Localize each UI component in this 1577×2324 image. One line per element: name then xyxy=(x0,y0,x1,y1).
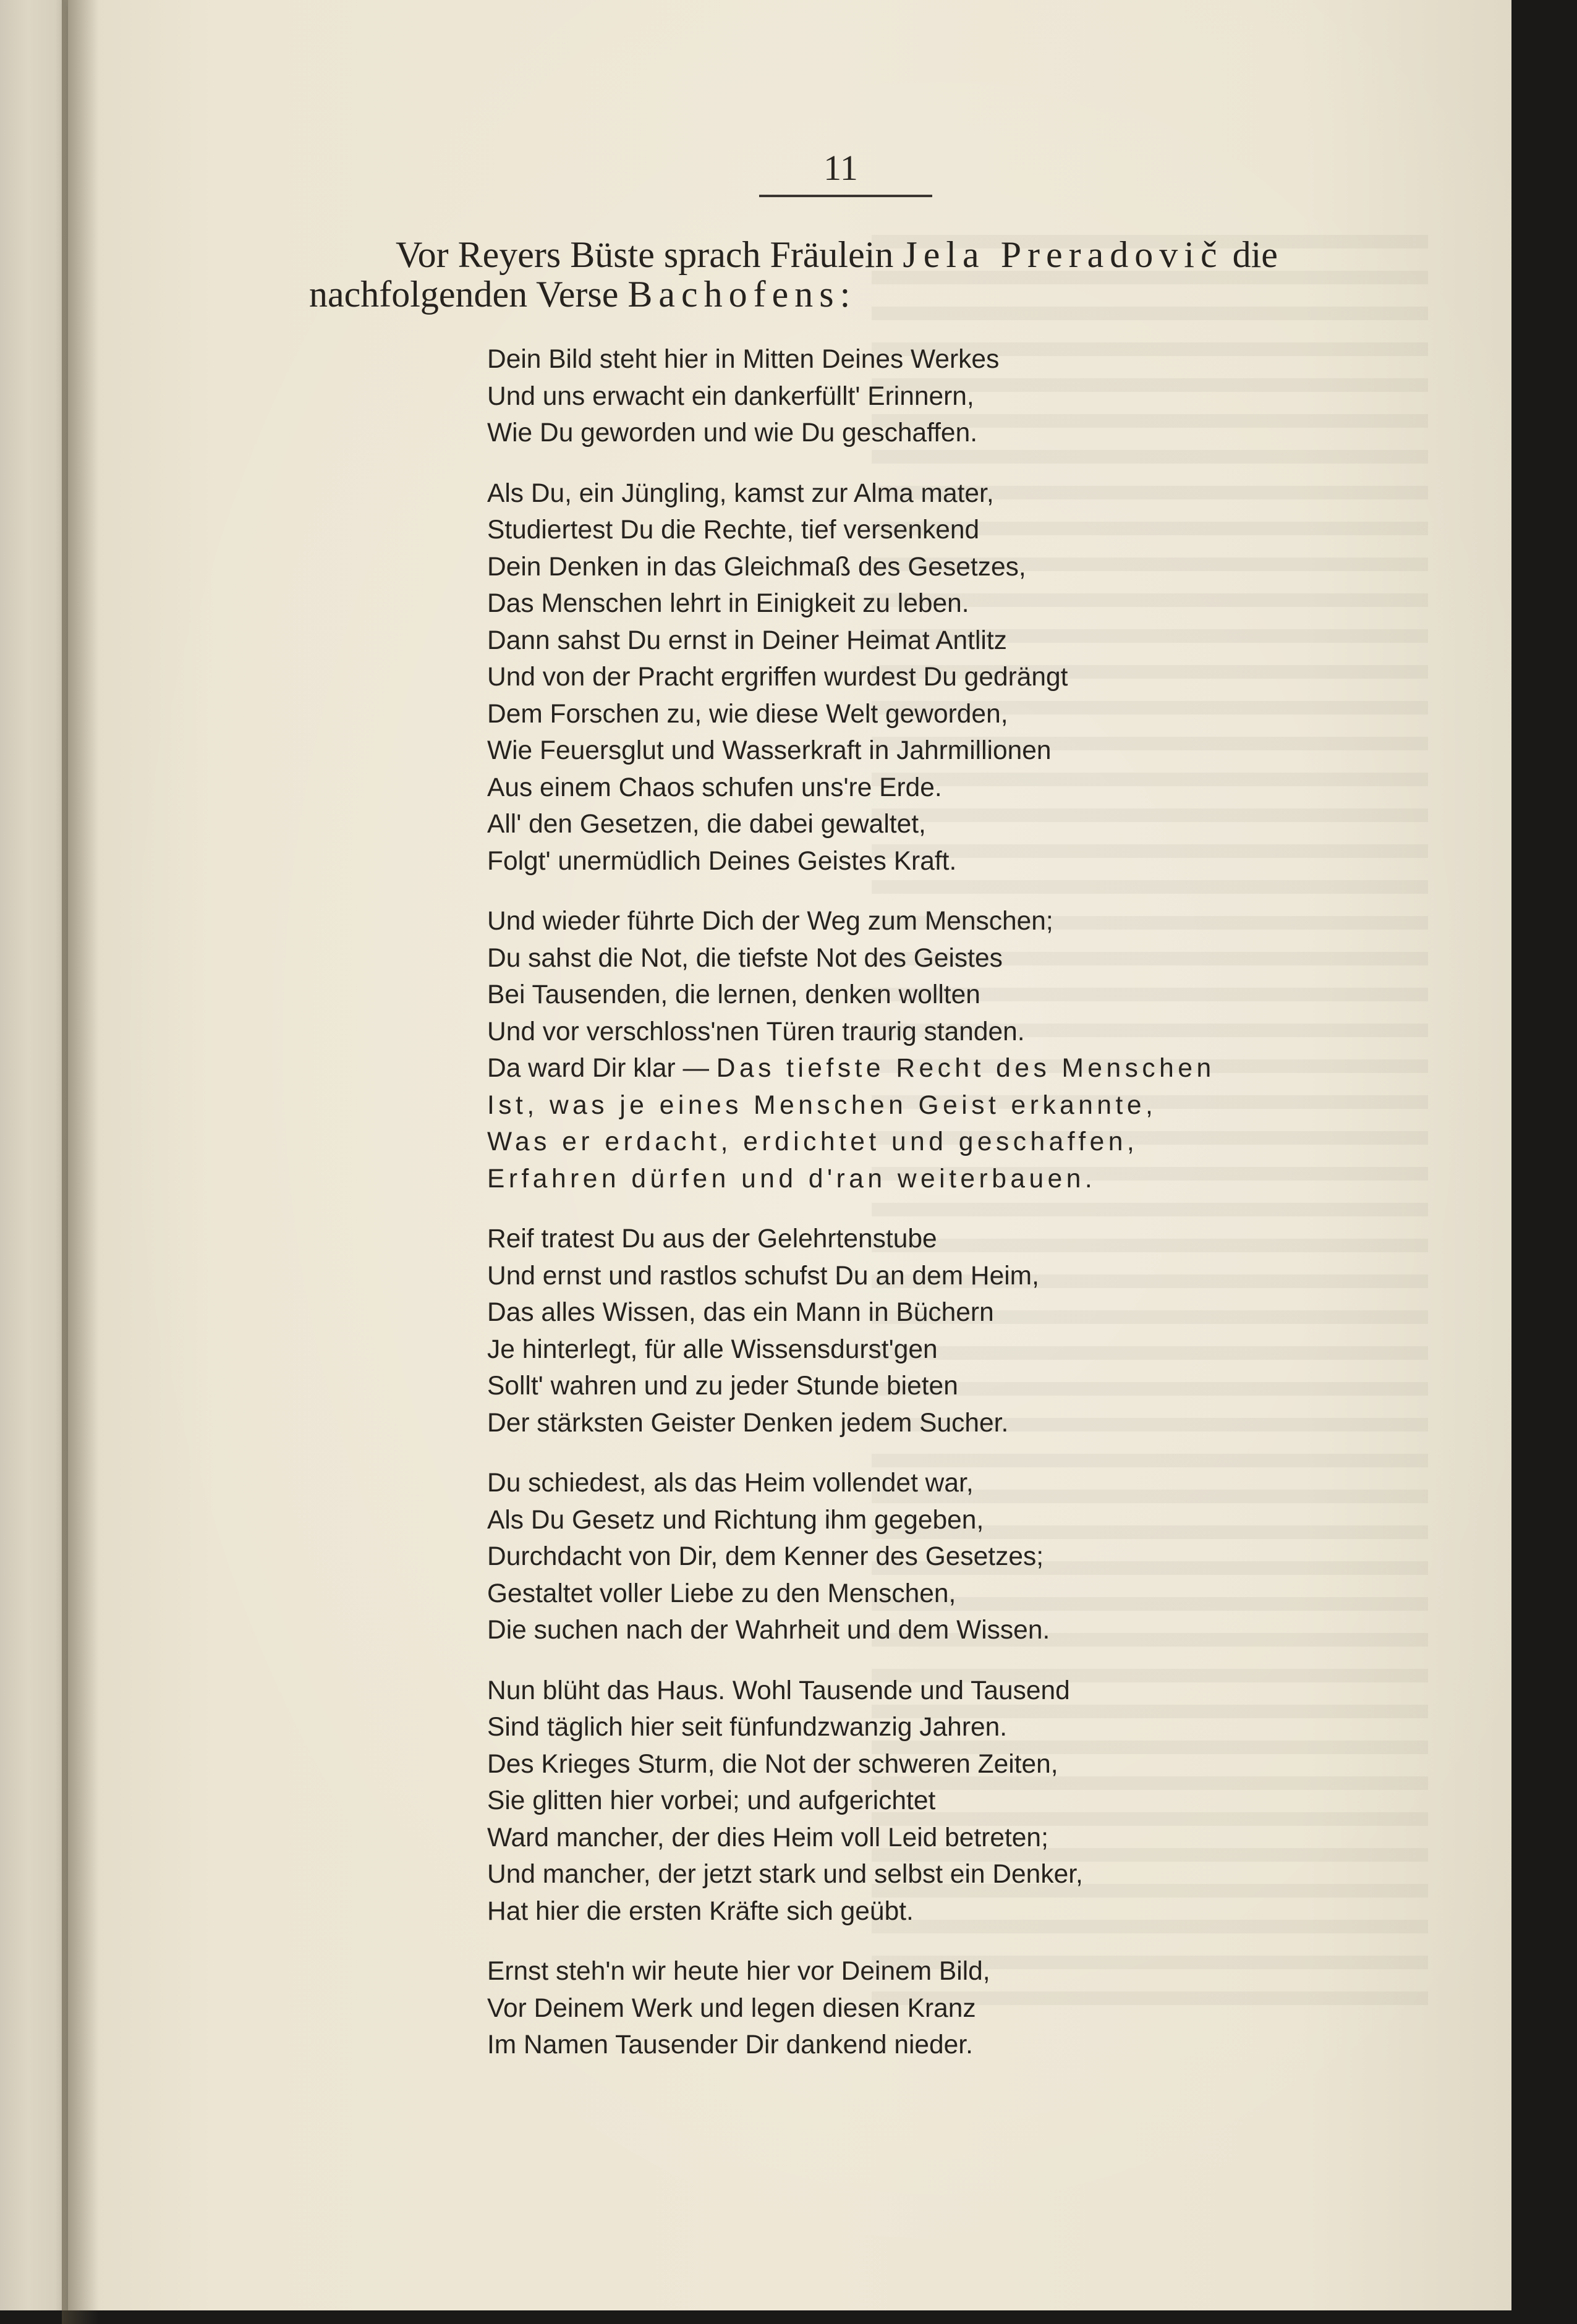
verse-line: Was er erdacht, erdichtet und geschaffen, xyxy=(487,1127,1139,1156)
intro-text: nachfolgenden Verse xyxy=(309,274,628,315)
stanza xyxy=(487,1673,1384,1930)
verse-line: Reif tratest Du aus der Gelehrtenstube xyxy=(487,1224,937,1253)
speaker-name: Jela Preradovič xyxy=(903,234,1223,275)
verse-line: Dem Forschen zu, wie diese Welt geworden, xyxy=(487,699,1008,729)
verse-line: Und wieder führte Dich der Weg zum Menschen; xyxy=(487,907,1053,936)
verse-line: Aus einem Chaos schufen uns're Erde. xyxy=(487,773,942,802)
verse-line: All' den Gesetzen, die dabei gewaltet, xyxy=(487,810,926,839)
verse-line: Das Menschen lehrt in Einigkeit zu leben. xyxy=(487,589,969,618)
verse-line-start: Da ward Dir klar — xyxy=(487,1054,716,1083)
poem xyxy=(487,341,1384,2087)
verse-line: Gestaltet voller Liebe zu den Menschen, xyxy=(487,1579,956,1608)
verse-line: Du sahst die Not, die tiefste Not des Geistes xyxy=(487,943,1003,973)
verse-line: Je hinterlegt, für alle Wissensdurst'gen xyxy=(487,1334,938,1364)
verse-line: Studiertest Du die Rechte, tief versenkend xyxy=(487,515,980,545)
verse-line: Die suchen nach der Wahrheit und dem Wissen. xyxy=(487,1616,1050,1645)
intro-text: die xyxy=(1223,234,1278,275)
verse-line: Nun blüht das Haus. Wohl Tausende und Tausend xyxy=(487,1676,1070,1705)
verse-line xyxy=(487,1050,1384,1087)
verse-line: Du schiedest, als das Heim vollendet war, xyxy=(487,1469,974,1498)
stanza xyxy=(487,1953,1384,2064)
verse-line: Vor Deinem Werk und legen diesen Kranz xyxy=(487,1993,976,2023)
verse-line: Des Krieges Sturm, die Not der schweren Zeiten, xyxy=(487,1749,1058,1779)
verse-line: Und von der Pracht ergriffen wurdest Du gedrängt xyxy=(487,663,1068,692)
verse-line: Ernst steh'n wir heute hier vor Deinem Bild, xyxy=(487,1957,990,1986)
verse-line-emphasis: Das tiefste Recht des Menschen xyxy=(716,1054,1215,1083)
bottom-page-edge xyxy=(0,2310,1577,2324)
right-page-edge xyxy=(1511,0,1577,2324)
stanza xyxy=(487,903,1384,1197)
verse-line: Als Du, ein Jüngling, kamst zur Alma mater, xyxy=(487,478,994,508)
verse-line: Durchdacht von Dir, dem Kenner des Gesetzes; xyxy=(487,1542,1044,1571)
verse-line: Ist, was je eines Menschen Geist erkannte, xyxy=(487,1090,1157,1120)
verse-line: Das alles Wissen, das ein Mann in Büchern xyxy=(487,1298,994,1327)
verse-line: Bei Tausenden, die lernen, denken wollten xyxy=(487,980,980,1009)
book-page xyxy=(68,0,1521,2312)
verse-line: Im Namen Tausender Dir dankend nieder. xyxy=(487,2030,973,2059)
intro-text: Vor Reyers Büste sprach Fräulein xyxy=(396,234,903,275)
verse-line: Dein Denken in das Gleichmaß des Gesetzes, xyxy=(487,552,1026,582)
stanza xyxy=(487,341,1384,452)
verse-line: Erfahren dürfen und d'ran weiterbauen. xyxy=(487,1164,1097,1194)
intro-paragraph xyxy=(309,235,1397,314)
verse-line: Dein Bild steht hier in Mitten Deines Werkes xyxy=(487,345,1000,374)
verse-line: Wie Feuersglut und Wasserkraft in Jahrmillionen xyxy=(487,736,1052,765)
verse-line: Sind täglich hier seit fünfundzwanzig Jahren. xyxy=(487,1713,1008,1742)
verse-line: Sollt' wahren und zu jeder Stunde bieten xyxy=(487,1372,958,1401)
stanza xyxy=(487,1221,1384,1441)
verse-line: Dann sahst Du ernst in Deiner Heimat Antlitz xyxy=(487,626,1007,655)
verse-line: Hat hier die ersten Kräfte sich geübt. xyxy=(487,1896,914,1926)
verse-line: Ward mancher, der dies Heim voll Leid betreten; xyxy=(487,1823,1048,1852)
verse-line: Und mancher, der jetzt stark und selbst ein Denker, xyxy=(487,1860,1083,1889)
verse-line: Und vor verschloss'nen Türen traurig standen. xyxy=(487,1017,1025,1046)
stanza xyxy=(487,475,1384,880)
verse-line: Als Du Gesetz und Richtung ihm gegeben, xyxy=(487,1505,984,1535)
author-name: Bachofens: xyxy=(627,274,857,315)
verse-line: Wie Du geworden und wie Du geschaffen. xyxy=(487,418,978,447)
verse-line: Folgt' unermüdlich Deines Geistes Kraft. xyxy=(487,846,957,876)
verse-line: Und ernst und rastlos schufst Du an dem Heim, xyxy=(487,1261,1039,1291)
page-number: 11 xyxy=(823,148,858,188)
stanza xyxy=(487,1465,1384,1649)
verse-line: Der stärksten Geister Denken jedem Sucher. xyxy=(487,1408,1009,1438)
intro-line-2 xyxy=(309,274,1397,314)
previous-page-edge xyxy=(0,0,69,2324)
intro-line-1 xyxy=(309,235,1397,274)
verse-line: Und uns erwacht ein dankerfüllt' Erinnern, xyxy=(487,381,974,411)
gutter-shadow xyxy=(62,0,99,2324)
verse-line: Sie glitten hier vorbei; und aufgerichtet xyxy=(487,1786,936,1815)
page-number-rule xyxy=(759,195,932,197)
